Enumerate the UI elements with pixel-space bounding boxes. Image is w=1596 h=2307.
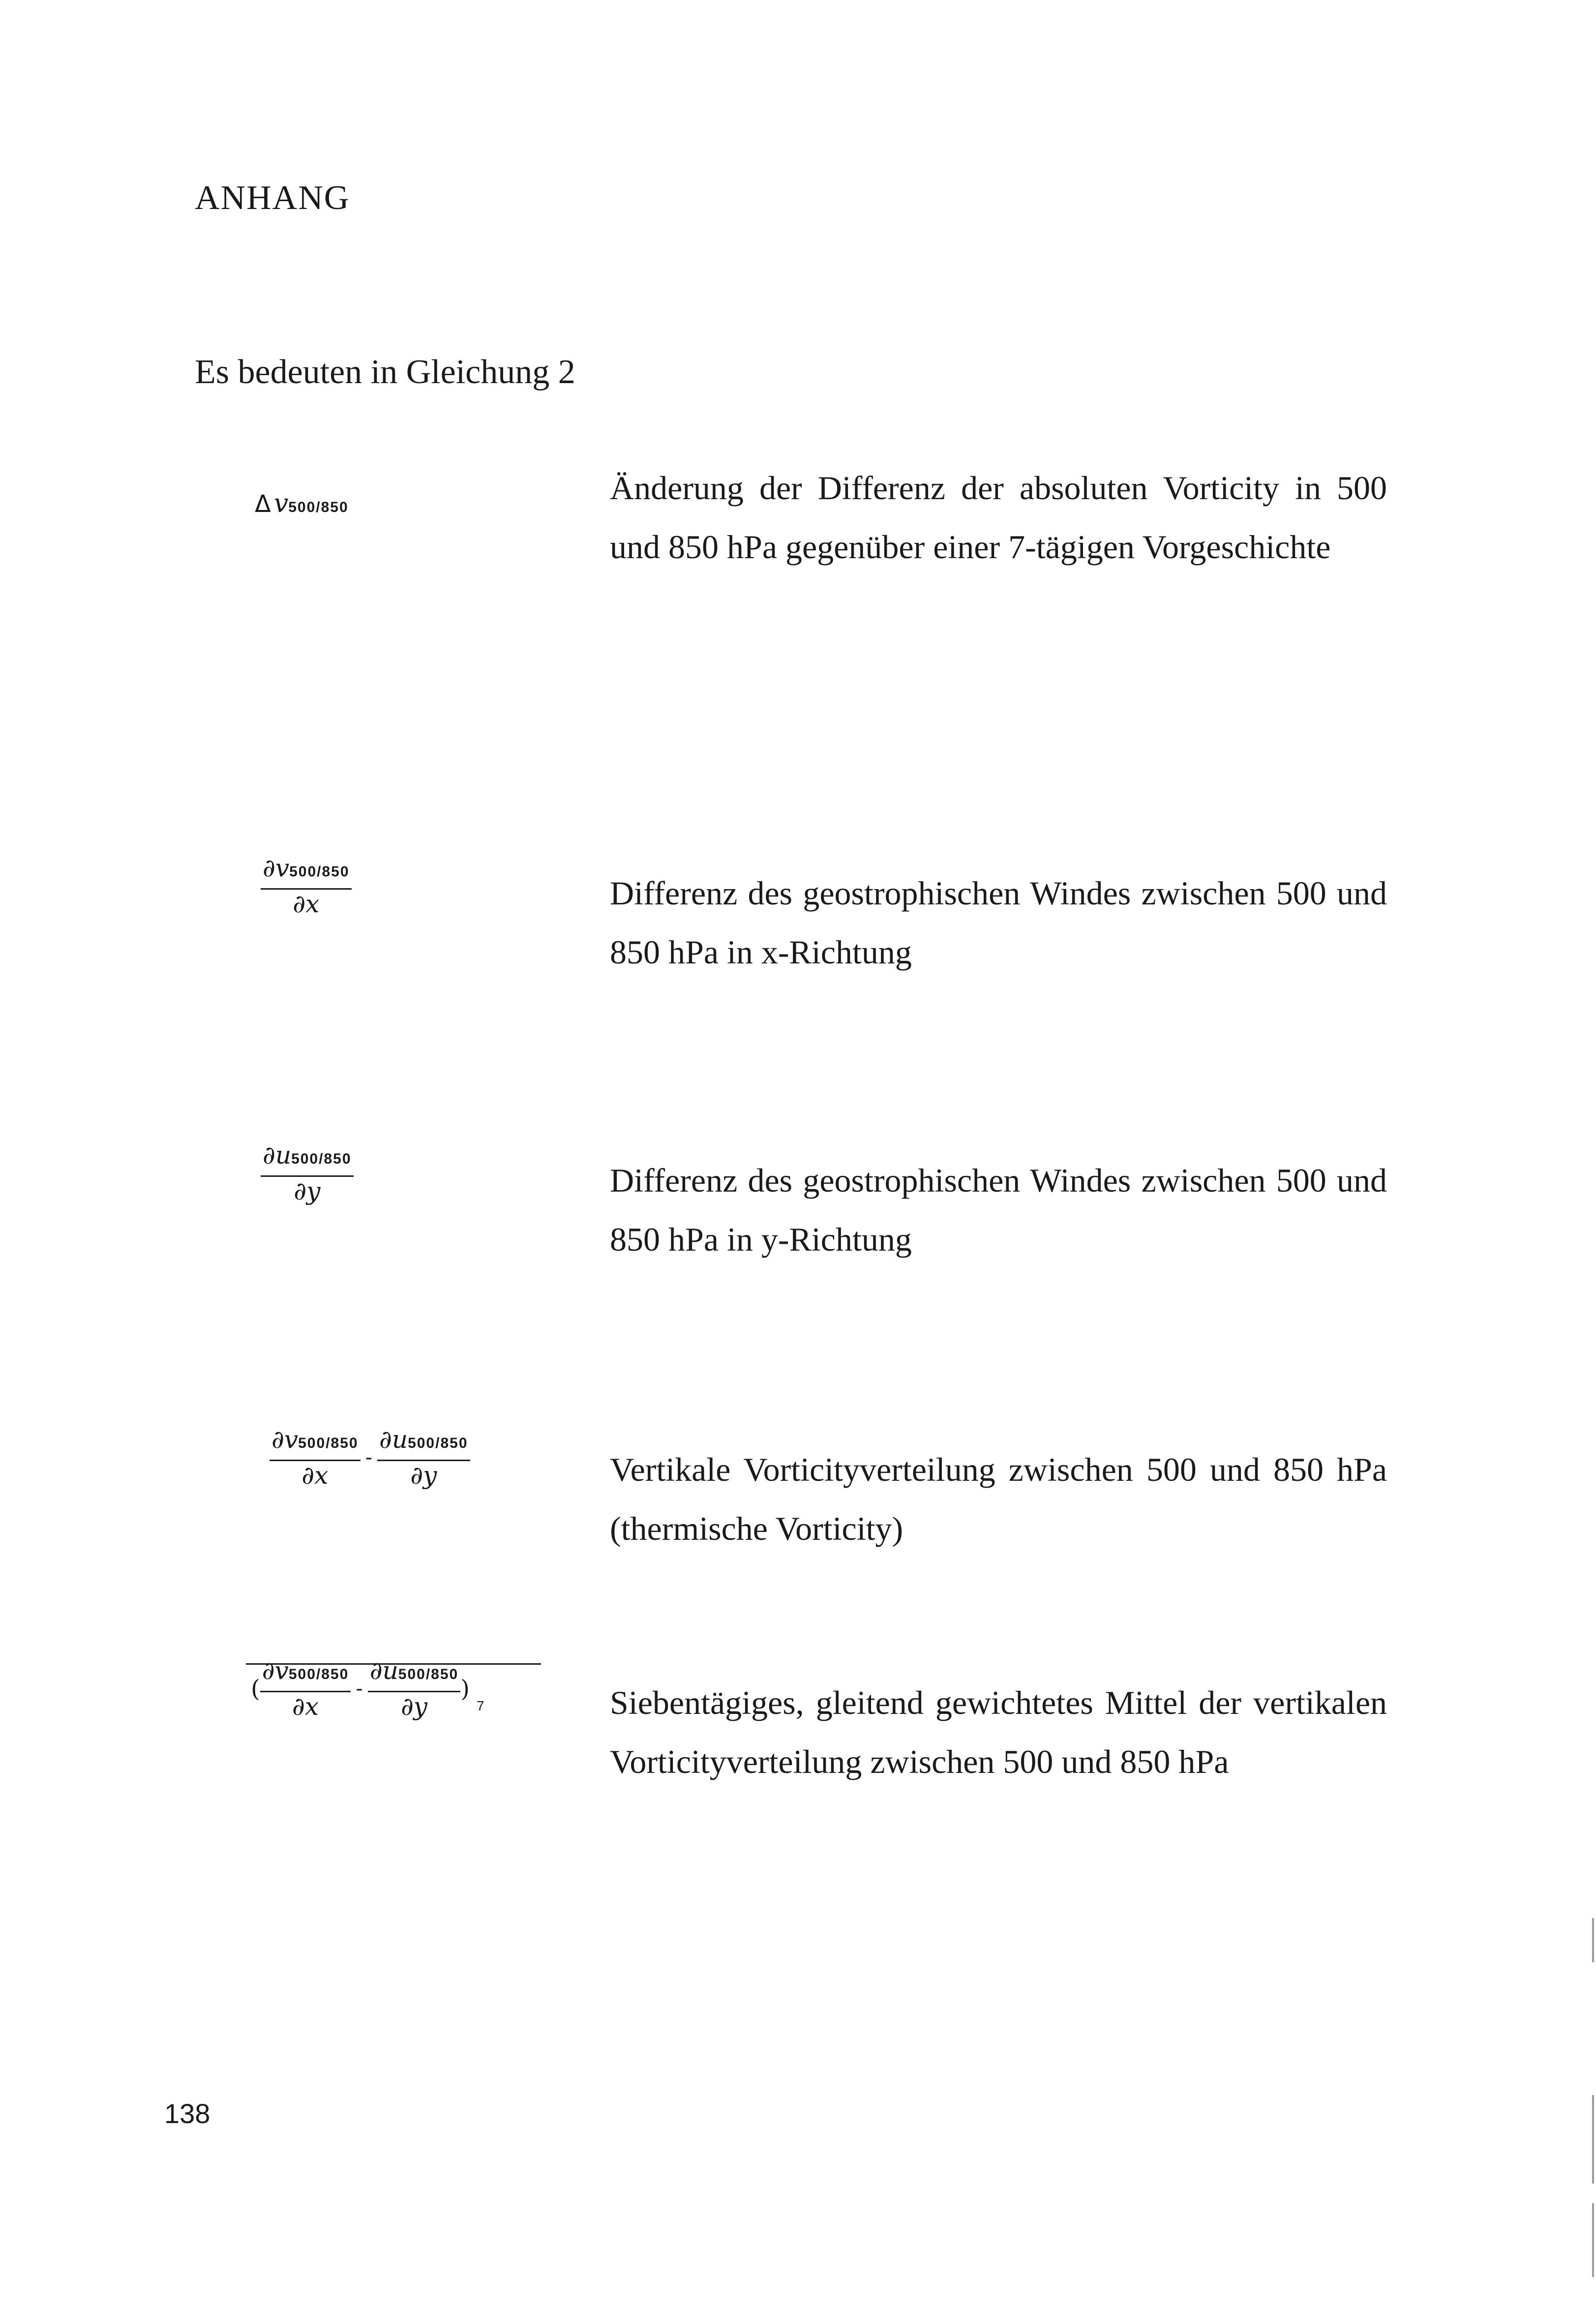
page-number: 138 <box>164 2098 211 2129</box>
symbol-v: v <box>284 1425 299 1454</box>
symbol-subscript: 500/850 <box>288 499 349 515</box>
fraction <box>260 1657 351 1720</box>
partial-symbol: ∂ <box>263 854 275 882</box>
fraction-numerator <box>270 1426 361 1460</box>
symbol-v: v <box>275 854 290 882</box>
symbol-weighted-mean-vorticity <box>251 1657 484 1720</box>
symbol-v: v <box>273 489 289 518</box>
partial-symbol: ∂ <box>369 1656 383 1685</box>
close-parenthesis: ) <box>460 1675 470 1703</box>
average-days-subscript: 7 <box>476 1698 484 1713</box>
definition-description-3: Differenz des geostrophischen Windes zwischen 500 und 850 hPa in y-Richtung <box>610 1162 1387 1258</box>
partial-symbol: ∂ <box>292 1692 305 1721</box>
partial-symbol: ∂ <box>379 1425 392 1454</box>
partial-symbol: ∂ <box>293 890 306 918</box>
fraction-denominator <box>260 1692 351 1720</box>
symbol-vorticity-difference <box>270 1426 470 1489</box>
fraction-numerator <box>368 1657 461 1691</box>
definition-description-2: Differenz des geostrophischen Windes zwischen 500 und 850 hPa in x-Richtung <box>610 874 1387 971</box>
symbol-delta-v <box>255 489 349 518</box>
symbol-u: u <box>275 1141 292 1169</box>
partial-symbol: ∂ <box>294 1177 307 1205</box>
fraction-numerator <box>260 1657 351 1691</box>
fraction-denominator <box>368 1692 461 1720</box>
fraction-denominator <box>261 890 352 917</box>
symbol-subscript: 500/850 <box>289 864 350 880</box>
symbol-x: x <box>314 1461 329 1490</box>
partial-symbol: ∂ <box>263 1141 275 1169</box>
fraction-denominator <box>377 1461 470 1489</box>
symbol-v: v <box>274 1656 289 1685</box>
partial-symbol: ∂ <box>262 1656 275 1685</box>
fraction-numerator <box>377 1426 470 1460</box>
section-heading: ANHANG <box>195 179 350 217</box>
partial-symbol: ∂ <box>271 1425 284 1454</box>
symbol-subscript: 500/850 <box>291 1151 352 1167</box>
partial-symbol: ∂ <box>301 1461 315 1490</box>
fraction <box>261 855 352 917</box>
definition-description-5: Siebentägiges, gleitend gewichtetes Mittel der vertikalen Vorticityverteilung zwischen 500 und 850 hPa <box>610 1684 1387 1780</box>
definition-description-1: Änderung der Differenz der absoluten Vorticity in 500 und 850 hPa gegenüber einer 7-tägigen Vorgeschichte <box>610 469 1387 566</box>
fraction <box>270 1426 361 1489</box>
fraction-denominator <box>261 1177 354 1204</box>
fraction <box>368 1657 461 1720</box>
symbol-y: y <box>306 1177 321 1205</box>
minus-sign: - <box>356 1677 363 1700</box>
fraction-numerator <box>261 1142 354 1175</box>
open-parenthesis: ( <box>251 1675 260 1703</box>
intro-text: Es bedeuten in Gleichung 2 <box>195 353 575 391</box>
symbol-subscript: 500/850 <box>398 1666 459 1682</box>
symbol-dv-dx <box>261 855 352 917</box>
fraction-denominator <box>270 1461 361 1489</box>
scan-edge-mark <box>1592 2203 1594 2277</box>
fraction <box>377 1426 470 1489</box>
symbol-x: x <box>304 1692 319 1721</box>
symbol-subscript: 500/850 <box>408 1435 468 1451</box>
fraction <box>261 1142 354 1204</box>
partial-symbol: ∂ <box>410 1461 423 1490</box>
minus-sign: - <box>365 1446 372 1469</box>
symbol-subscript: 500/850 <box>288 1666 349 1682</box>
symbol-u: u <box>391 1425 408 1454</box>
symbol-x: x <box>305 890 320 918</box>
delta-symbol: Δ <box>255 490 271 518</box>
partial-symbol: ∂ <box>400 1692 414 1721</box>
scan-edge-mark <box>1592 1918 1594 1962</box>
symbol-u: u <box>382 1656 398 1685</box>
scan-edge-mark <box>1592 2095 1594 2184</box>
fraction-numerator <box>261 855 352 888</box>
symbol-subscript: 500/850 <box>298 1435 359 1451</box>
definition-description-4: Vertikale Vorticityverteilung zwischen 500 und 850 hPa (thermische Vorticity) <box>610 1451 1387 1547</box>
symbol-y: y <box>423 1461 437 1490</box>
symbol-y: y <box>413 1692 428 1721</box>
symbol-du-dy <box>261 1142 354 1204</box>
